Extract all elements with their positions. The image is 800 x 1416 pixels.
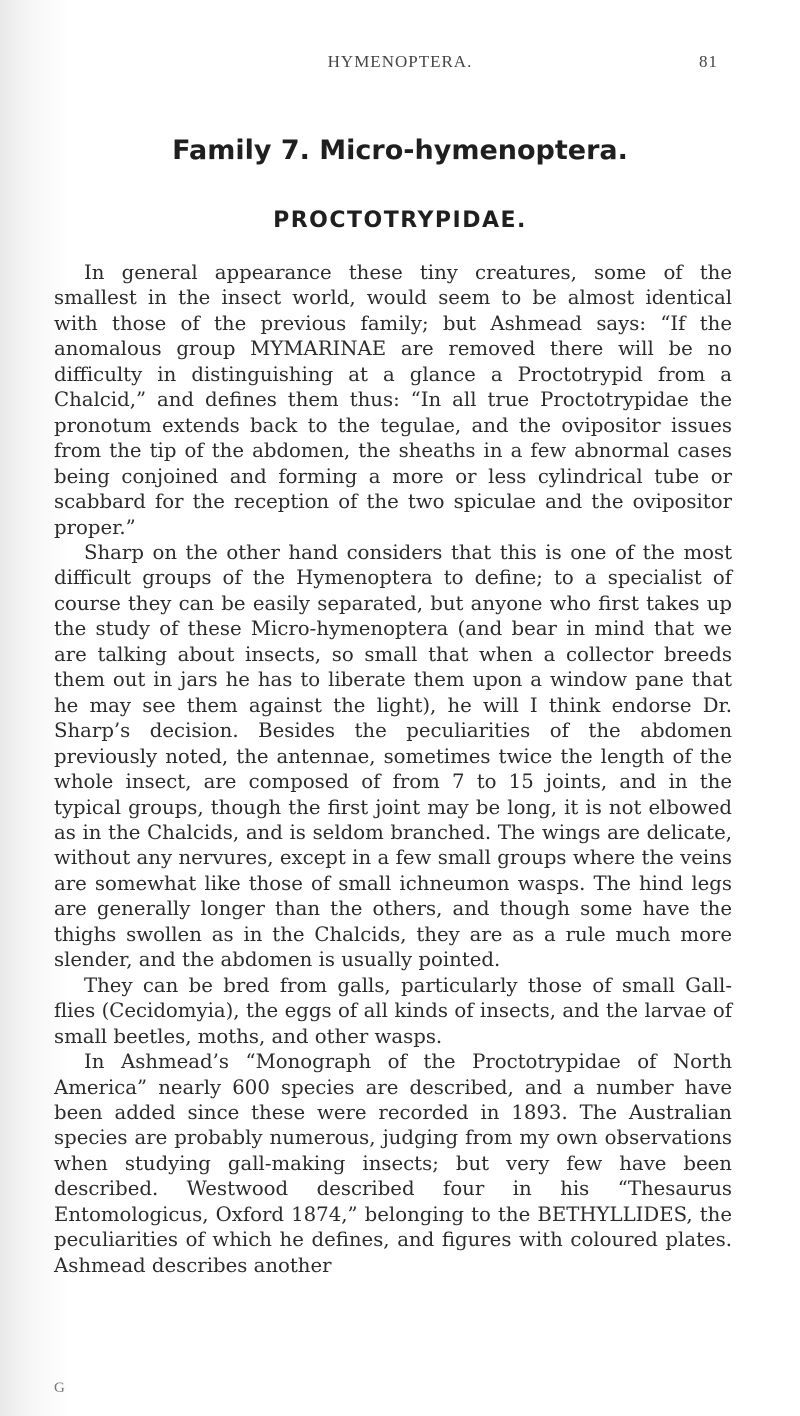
running-head-title: HYMENOPTERA. <box>327 52 473 71</box>
body-text <box>54 260 732 1278</box>
page-number: 81 <box>699 52 718 71</box>
family-name-heading: PROCTOTRYPIDAE. <box>273 208 527 233</box>
paragraph: Sharp on the other hand considers that this is one of the most difficult groups of the Hymenoptera to define; to a specialist of course they can be easily separated, but anyone who first takes up the study of these Micro-hymenoptera (and bear in mind that we are talking about insects, so small that when a collector breeds them out in jars he has to liberate them upon a window pane that he may see them against the light), he will I think endorse Dr. Sharp’s decision. Besides the peculiarities of the abdomen previously noted, the antennae, sometimes twice the length of the whole insect, are composed of from 7 to 15 joints, and in the typical groups, though the first joint may be long, it is not elbowed as in the Chalcids, and is seldom branched. The wings are delicate, without any nervures, except in a few small groups where the veins are somewhat like those of small ichneumon wasps. The hind legs are generally longer than the others, and though some have the thighs swollen as in the Chalcids, they are as a rule much more slender, and the abdomen is usually pointed. <box>54 540 732 972</box>
family-heading: Family 7. Micro-hymenoptera. <box>172 135 628 166</box>
signature-mark: G <box>54 1380 65 1396</box>
paragraph: They can be bred from galls, particularly those of small Gall-flies (Cecidomyia), the eggs of all kinds of insects, and the larvae of small beetles, moths, and other wasps. <box>54 973 732 1048</box>
running-head <box>0 52 800 76</box>
paragraph: In general appearance these tiny creatures, some of the smallest in the insect world, would seem to be almost identical with those of the previous family; but Ashmead says: “If the anomalous group MYMARINAE are removed there will be no difficulty in distinguishing at a glance a Proctotrypid from a Chalcid,” and defines them thus: “In all true Proctotrypidae the pronotum extends back to the tegulae, and the ovipositor issues from the tip of the abdomen, the sheaths in a few abnormal cases being conjoined and forming a more or less cylindrical tube or scabbard for the reception of the two spiculae and the ovipositor proper.” <box>54 261 732 539</box>
paragraph: In Ashmead’s “Monograph of the Proctotrypidae of North America” nearly 600 species are described, and a number have been added since these were recorded in 1893. The Australian species are probably numerous, judging from my own observations when studying gall-making insects; but very few have been described. Westwood described four in his “Thesaurus Entomologicus, Oxford 1874,” belonging to the BETHYLLIDES, the peculiarities of which he defines, and figures with coloured plates. Ashmead describes another <box>54 1050 732 1277</box>
